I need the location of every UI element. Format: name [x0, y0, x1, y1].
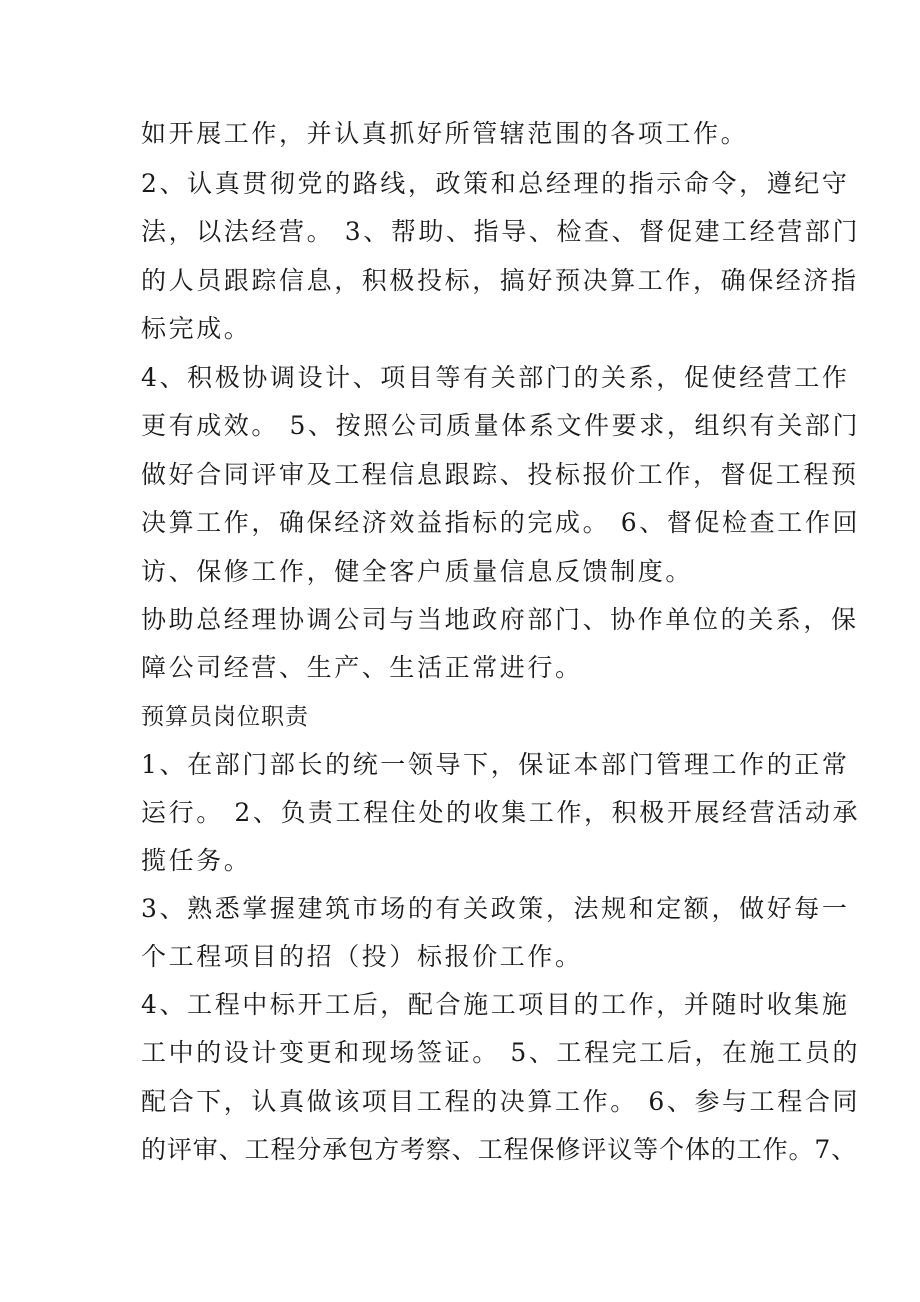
text-line: 运行。 2、负责工程住处的收集工作，积极开展经营活动承 [141, 798, 861, 827]
text-line: 协助总经理协调公司与当地政府部门、协作单位的关系，保 [141, 605, 859, 634]
text-line: 3、熟悉掌握建筑市场的有关政策，法规和定额，做好每一 [141, 894, 850, 923]
text-line: 1、在部门部长的统一领导下，保证本部门管理工作的正常 [141, 750, 850, 779]
text-line: 配合下，认真做该项目工程的决算工作。 6、参与工程合同 [141, 1087, 861, 1116]
text-line: 障公司经营、生产、生活正常进行。 [141, 653, 583, 682]
text-line: 揽任务。 [141, 846, 252, 875]
text-line: 个工程项目的招（投）标报价工作。 [141, 942, 583, 971]
text-line: 做好合同评审及工程信息跟踪、投标报价工作，督促工程预 [141, 460, 859, 489]
text-line: 如开展工作，并认真抓好所管辖范围的各项工作。 [141, 119, 749, 148]
text-line: 的评审、工程分承包方考察、工程保修评议等个体的工作。7、 [141, 1135, 858, 1164]
text-line: 更有成效。 5、按照公司质量体系文件要求，组织有关部门 [141, 411, 861, 440]
text-line: 工中的设计变更和现场签证。 5、工程完工后，在施工员的 [141, 1038, 861, 1067]
text-line: 标完成。 [141, 314, 252, 343]
section-heading: 预算员岗位职责 [141, 704, 309, 730]
text-line: 法，以法经营。 3、帮助、指导、检查、督促建工经营部门 [141, 217, 861, 246]
text-line: 访、保修工作，健全客户质量信息反馈制度。 [141, 557, 694, 586]
text-line: 2、认真贯彻党的路线，政策和总经理的指示命令，遵纪守 [141, 169, 850, 198]
text-line: 决算工作，确保经济效益指标的完成。 6、督促检查工作回 [141, 508, 861, 537]
text-line: 的人员跟踪信息，积极投标，搞好预决算工作，确保经济指 [141, 266, 859, 295]
text-line: 4、工程中标开工后，配合施工项目的工作，并随时收集施 [141, 990, 850, 1019]
text-line: 4、积极协调设计、项目等有关部门的关系，促使经营工作 [141, 363, 850, 392]
